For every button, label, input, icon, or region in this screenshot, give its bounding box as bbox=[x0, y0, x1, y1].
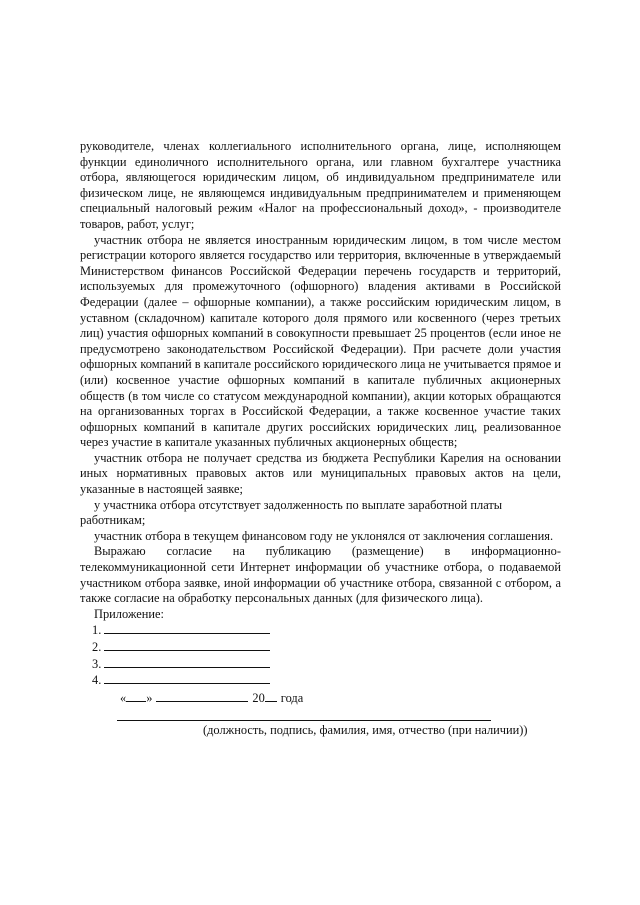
attachment-blank-line[interactable] bbox=[104, 639, 270, 651]
paragraph-executive-info: руководителе, членах коллегиального исполнительного органа, лице, исполняющем функции единоличного исполнительного органа, или главном бухгалтере участника отбора, являющегося юридическим лицом, об индивидуальном предпринимателе или физическом лице, не являющемся индивидуальным предпринимателем и применяющем специальный налоговый режим «Налог на профессиональный доход», - производителе товаров, работ, услуг; bbox=[80, 139, 561, 231]
paragraph-salary-debt: у участника отбора отсутствует задолженность по выплате заработной платы работникам; bbox=[80, 497, 503, 528]
date-close-quote: » bbox=[146, 690, 153, 705]
attachment-number: 4. bbox=[92, 673, 102, 688]
paragraph-consent: Выражаю согласие на публикацию (размещение) в информационно-телекоммуникационной сети Интернет информации об участнике отбора, о подаваемой участником отбора заявке, иной информации об участнике отбора, связанной с отбором, а также согласие на обработку персональных данных (для физического лица). bbox=[80, 544, 561, 606]
date-suffix: года bbox=[280, 690, 304, 705]
attachment-number: 1. bbox=[92, 623, 102, 638]
document-page bbox=[80, 139, 561, 739]
month-blank[interactable] bbox=[156, 690, 248, 702]
attachment-blank-line[interactable] bbox=[104, 622, 270, 634]
attachment-number: 3. bbox=[92, 656, 102, 671]
year-blank[interactable] bbox=[265, 690, 277, 702]
date-century: 20 bbox=[252, 690, 265, 705]
attachment-blank-line[interactable] bbox=[104, 656, 270, 668]
attachment-item bbox=[80, 639, 561, 656]
attachment-number: 2. bbox=[92, 640, 102, 654]
attachment-blank-line[interactable] bbox=[104, 672, 270, 684]
attachment-item bbox=[80, 672, 561, 689]
day-blank[interactable] bbox=[126, 690, 146, 702]
signature-line[interactable] bbox=[117, 712, 491, 721]
paragraph-agreement: участник отбора в текущем финансовом году не уклонялся от заключения соглашения. bbox=[94, 528, 554, 543]
date-open-quote: « bbox=[120, 690, 127, 705]
paragraph-offshore: участник отбора не является иностранным юридическим лицом, в том числе местом регистрации которого является государство или территория, включенные в утверждаемый Министерством финансов Российской Федерации перечень государств и территорий, используемых для промежуточного (офшорного) владения активами в Российской Федерации (далее – офшорные компании), а также российским юридическим лицом, в уставном (складочном) капитале которого доля прямого или косвенного (через третьих лиц) участия офшорных компаний в совокупности превышает 25 процентов (если иное не предусмотрено законодательством Российской Федерации). При расчете доли участия офшорных компаний в капитале российского юридического лица не учитывается прямое и (или) косвенное участие офшорных компаний в капитале публичных акционерных обществ (в том числе со статусом международной компании), акции которых обращаются на организованных торгах в Российской Федерации, а также косвенное участие таких офшорных компаний в капитале других российских юридических лиц, реализованное через участие в капитале указанных публичных акционерных обществ; bbox=[80, 232, 561, 450]
attachments-list bbox=[80, 622, 561, 688]
paragraph-budget-funds: участник отбора не получает средства из бюджета Республики Карелия на основании иных нормативных правовых актов или муниципальных правовых актов на цели, указанные в настоящей заявке; bbox=[80, 450, 561, 497]
signature-caption: (должность, подпись, фамилия, имя, отчество (при наличии)) bbox=[203, 723, 528, 738]
attachment-item bbox=[80, 656, 561, 673]
attachments-heading: Приложение: bbox=[94, 606, 164, 621]
date-row bbox=[120, 690, 561, 707]
attachment-item bbox=[80, 622, 561, 639]
